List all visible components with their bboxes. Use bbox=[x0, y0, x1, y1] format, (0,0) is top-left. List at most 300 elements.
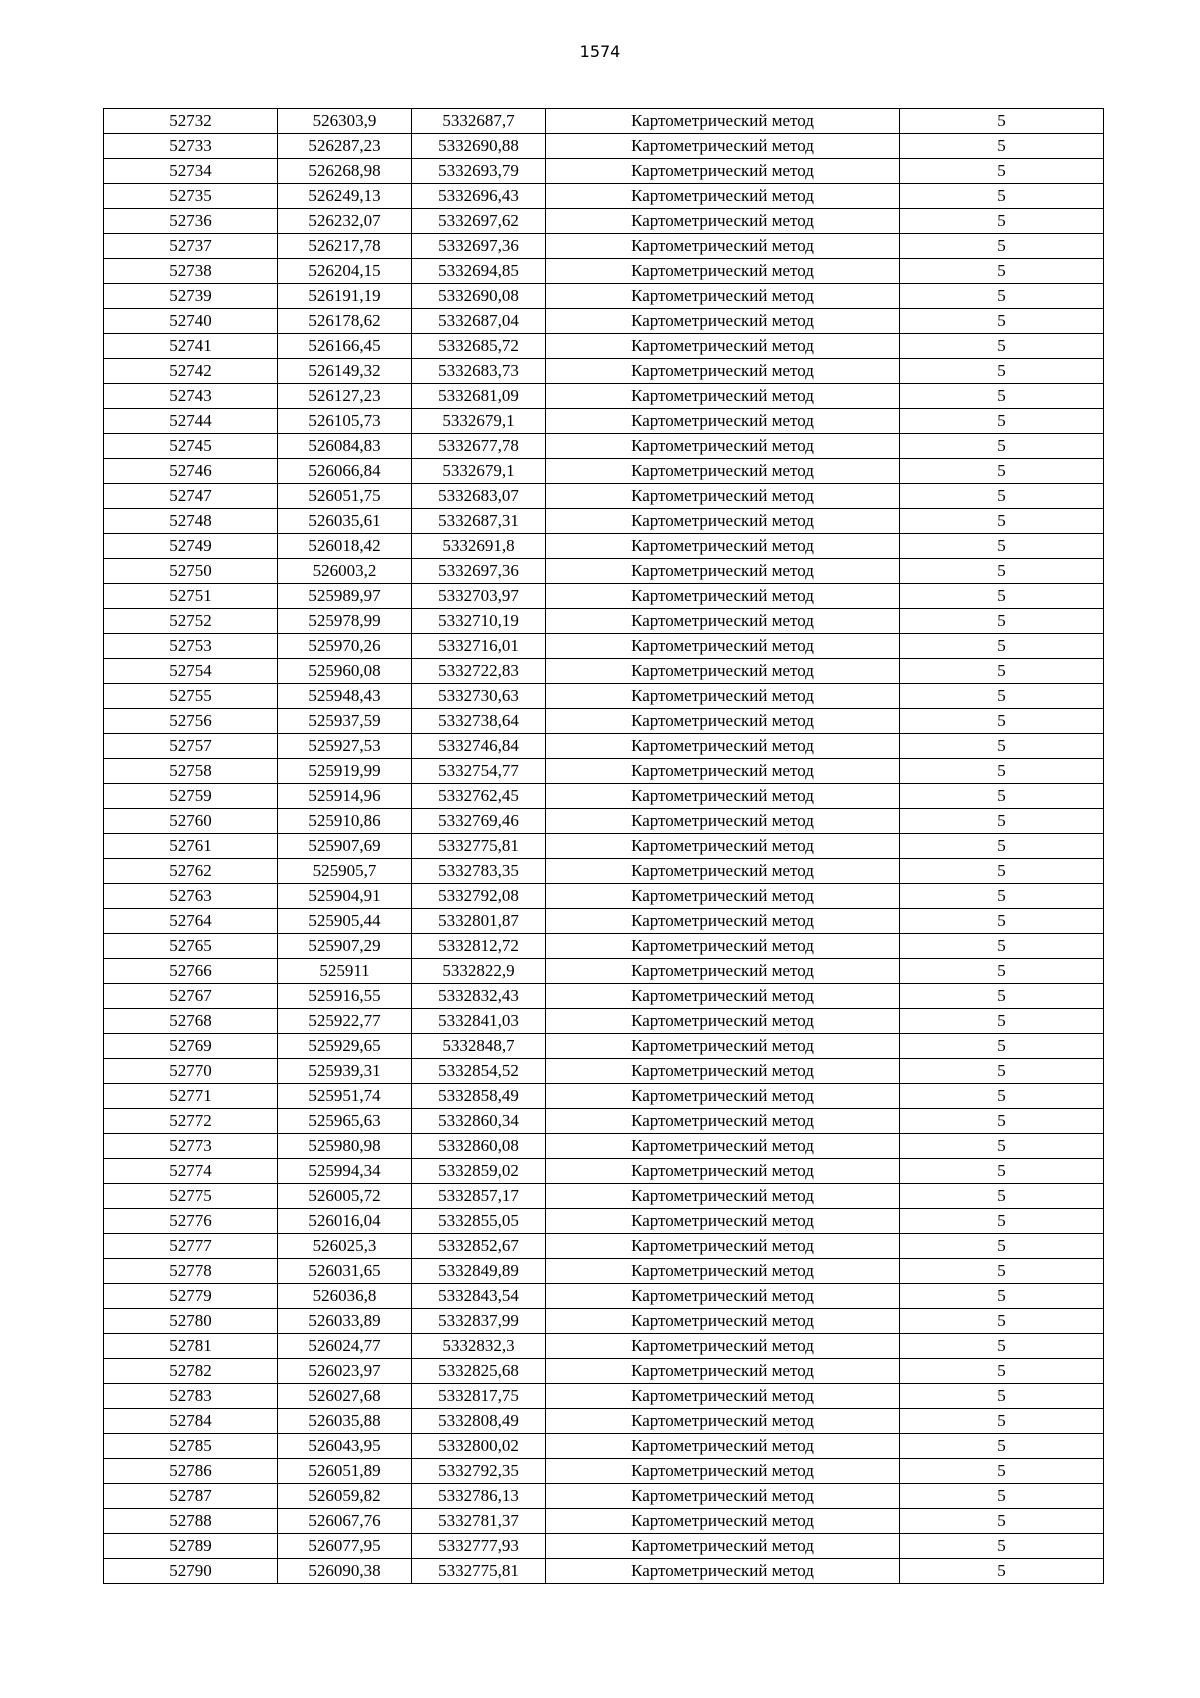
y-coordinate-cell: 5332762,45 bbox=[412, 784, 546, 809]
y-coordinate-cell: 5332697,62 bbox=[412, 209, 546, 234]
y-coordinate-cell: 5332859,02 bbox=[412, 1159, 546, 1184]
point-number-cell: 52747 bbox=[104, 484, 278, 509]
table-row bbox=[104, 359, 1104, 384]
y-coordinate-cell: 5332694,85 bbox=[412, 259, 546, 284]
accuracy-cell: 5 bbox=[900, 1134, 1104, 1159]
x-coordinate-cell: 526166,45 bbox=[278, 334, 412, 359]
table-row bbox=[104, 609, 1104, 634]
accuracy-cell: 5 bbox=[900, 1559, 1104, 1584]
accuracy-cell: 5 bbox=[900, 1234, 1104, 1259]
accuracy-cell: 5 bbox=[900, 1084, 1104, 1109]
method-cell: Картометрический метод bbox=[546, 659, 900, 684]
point-number-cell: 52735 bbox=[104, 184, 278, 209]
x-coordinate-cell: 526036,8 bbox=[278, 1284, 412, 1309]
method-cell: Картометрический метод bbox=[546, 809, 900, 834]
point-number-cell: 52771 bbox=[104, 1084, 278, 1109]
table-row bbox=[104, 1434, 1104, 1459]
x-coordinate-cell: 526287,23 bbox=[278, 134, 412, 159]
x-coordinate-cell: 526084,83 bbox=[278, 434, 412, 459]
table-row bbox=[104, 234, 1104, 259]
point-number-cell: 52733 bbox=[104, 134, 278, 159]
method-cell: Картометрический метод bbox=[546, 1184, 900, 1209]
method-cell: Картометрический метод bbox=[546, 1484, 900, 1509]
x-coordinate-cell: 526035,61 bbox=[278, 509, 412, 534]
table-row bbox=[104, 1159, 1104, 1184]
point-number-cell: 52783 bbox=[104, 1384, 278, 1409]
point-number-cell: 52768 bbox=[104, 1009, 278, 1034]
y-coordinate-cell: 5332775,81 bbox=[412, 1559, 546, 1584]
point-number-cell: 52757 bbox=[104, 734, 278, 759]
y-coordinate-cell: 5332855,05 bbox=[412, 1209, 546, 1234]
x-coordinate-cell: 525905,7 bbox=[278, 859, 412, 884]
method-cell: Картометрический метод bbox=[546, 184, 900, 209]
table-row bbox=[104, 684, 1104, 709]
y-coordinate-cell: 5332852,67 bbox=[412, 1234, 546, 1259]
table-row bbox=[104, 434, 1104, 459]
table-row bbox=[104, 1184, 1104, 1209]
point-number-cell: 52777 bbox=[104, 1234, 278, 1259]
method-cell: Картометрический метод bbox=[546, 159, 900, 184]
y-coordinate-cell: 5332837,99 bbox=[412, 1309, 546, 1334]
y-coordinate-cell: 5332677,78 bbox=[412, 434, 546, 459]
point-number-cell: 52737 bbox=[104, 234, 278, 259]
point-number-cell: 52740 bbox=[104, 309, 278, 334]
x-coordinate-cell: 526035,88 bbox=[278, 1409, 412, 1434]
x-coordinate-cell: 525960,08 bbox=[278, 659, 412, 684]
method-cell: Картометрический метод bbox=[546, 384, 900, 409]
point-number-cell: 52766 bbox=[104, 959, 278, 984]
accuracy-cell: 5 bbox=[900, 284, 1104, 309]
accuracy-cell: 5 bbox=[900, 1259, 1104, 1284]
accuracy-cell: 5 bbox=[900, 634, 1104, 659]
method-cell: Картометрический метод bbox=[546, 559, 900, 584]
table-row bbox=[104, 1134, 1104, 1159]
accuracy-cell: 5 bbox=[900, 1059, 1104, 1084]
method-cell: Картометрический метод bbox=[546, 334, 900, 359]
method-cell: Картометрический метод bbox=[546, 1284, 900, 1309]
method-cell: Картометрический метод bbox=[546, 134, 900, 159]
y-coordinate-cell: 5332775,81 bbox=[412, 834, 546, 859]
point-number-cell: 52786 bbox=[104, 1459, 278, 1484]
point-number-cell: 52789 bbox=[104, 1534, 278, 1559]
y-coordinate-cell: 5332858,49 bbox=[412, 1084, 546, 1109]
table-row bbox=[104, 1484, 1104, 1509]
x-coordinate-cell: 525907,69 bbox=[278, 834, 412, 859]
y-coordinate-cell: 5332849,89 bbox=[412, 1259, 546, 1284]
accuracy-cell: 5 bbox=[900, 584, 1104, 609]
point-number-cell: 52762 bbox=[104, 859, 278, 884]
accuracy-cell: 5 bbox=[900, 209, 1104, 234]
point-number-cell: 52751 bbox=[104, 584, 278, 609]
accuracy-cell: 5 bbox=[900, 709, 1104, 734]
table-row bbox=[104, 1509, 1104, 1534]
x-coordinate-cell: 525937,59 bbox=[278, 709, 412, 734]
point-number-cell: 52779 bbox=[104, 1284, 278, 1309]
point-number-cell: 52782 bbox=[104, 1359, 278, 1384]
method-cell: Картометрический метод bbox=[546, 759, 900, 784]
point-number-cell: 52784 bbox=[104, 1409, 278, 1434]
x-coordinate-cell: 526051,89 bbox=[278, 1459, 412, 1484]
method-cell: Картометрический метод bbox=[546, 1459, 900, 1484]
point-number-cell: 52764 bbox=[104, 909, 278, 934]
method-cell: Картометрический метод bbox=[546, 984, 900, 1009]
accuracy-cell: 5 bbox=[900, 434, 1104, 459]
table-row bbox=[104, 484, 1104, 509]
accuracy-cell: 5 bbox=[900, 1159, 1104, 1184]
method-cell: Картометрический метод bbox=[546, 1134, 900, 1159]
point-number-cell: 52774 bbox=[104, 1159, 278, 1184]
point-number-cell: 52750 bbox=[104, 559, 278, 584]
x-coordinate-cell: 525994,34 bbox=[278, 1159, 412, 1184]
x-coordinate-cell: 525911 bbox=[278, 959, 412, 984]
y-coordinate-cell: 5332786,13 bbox=[412, 1484, 546, 1509]
table-row bbox=[104, 634, 1104, 659]
point-number-cell: 52754 bbox=[104, 659, 278, 684]
method-cell: Картометрический метод bbox=[546, 209, 900, 234]
y-coordinate-cell: 5332685,72 bbox=[412, 334, 546, 359]
x-coordinate-cell: 526059,82 bbox=[278, 1484, 412, 1509]
accuracy-cell: 5 bbox=[900, 734, 1104, 759]
accuracy-cell: 5 bbox=[900, 859, 1104, 884]
method-cell: Картометрический метод bbox=[546, 459, 900, 484]
y-coordinate-cell: 5332841,03 bbox=[412, 1009, 546, 1034]
accuracy-cell: 5 bbox=[900, 659, 1104, 684]
accuracy-cell: 5 bbox=[900, 184, 1104, 209]
point-number-cell: 52770 bbox=[104, 1059, 278, 1084]
accuracy-cell: 5 bbox=[900, 534, 1104, 559]
accuracy-cell: 5 bbox=[900, 1359, 1104, 1384]
method-cell: Картометрический метод bbox=[546, 1384, 900, 1409]
x-coordinate-cell: 525929,65 bbox=[278, 1034, 412, 1059]
method-cell: Картометрический метод bbox=[546, 1084, 900, 1109]
x-coordinate-cell: 526023,97 bbox=[278, 1359, 412, 1384]
x-coordinate-cell: 526303,9 bbox=[278, 109, 412, 134]
y-coordinate-cell: 5332683,73 bbox=[412, 359, 546, 384]
method-cell: Картометрический метод bbox=[546, 434, 900, 459]
x-coordinate-cell: 525907,29 bbox=[278, 934, 412, 959]
table-row bbox=[104, 534, 1104, 559]
method-cell: Картометрический метод bbox=[546, 1059, 900, 1084]
method-cell: Картометрический метод bbox=[546, 1234, 900, 1259]
table-row bbox=[104, 1359, 1104, 1384]
accuracy-cell: 5 bbox=[900, 784, 1104, 809]
y-coordinate-cell: 5332792,35 bbox=[412, 1459, 546, 1484]
accuracy-cell: 5 bbox=[900, 1034, 1104, 1059]
accuracy-cell: 5 bbox=[900, 259, 1104, 284]
y-coordinate-cell: 5332716,01 bbox=[412, 634, 546, 659]
point-number-cell: 52763 bbox=[104, 884, 278, 909]
accuracy-cell: 5 bbox=[900, 834, 1104, 859]
y-coordinate-cell: 5332697,36 bbox=[412, 234, 546, 259]
method-cell: Картометрический метод bbox=[546, 1034, 900, 1059]
method-cell: Картометрический метод bbox=[546, 1009, 900, 1034]
y-coordinate-cell: 5332860,08 bbox=[412, 1134, 546, 1159]
method-cell: Картометрический метод bbox=[546, 1209, 900, 1234]
y-coordinate-cell: 5332860,34 bbox=[412, 1109, 546, 1134]
table-row bbox=[104, 984, 1104, 1009]
y-coordinate-cell: 5332703,97 bbox=[412, 584, 546, 609]
x-coordinate-cell: 526027,68 bbox=[278, 1384, 412, 1409]
x-coordinate-cell: 526191,19 bbox=[278, 284, 412, 309]
method-cell: Картометрический метод bbox=[546, 959, 900, 984]
point-number-cell: 52776 bbox=[104, 1209, 278, 1234]
x-coordinate-cell: 526043,95 bbox=[278, 1434, 412, 1459]
x-coordinate-cell: 526077,95 bbox=[278, 1534, 412, 1559]
x-coordinate-cell: 526067,76 bbox=[278, 1509, 412, 1534]
x-coordinate-cell: 526149,32 bbox=[278, 359, 412, 384]
x-coordinate-cell: 526249,13 bbox=[278, 184, 412, 209]
y-coordinate-cell: 5332781,37 bbox=[412, 1509, 546, 1534]
table-row bbox=[104, 659, 1104, 684]
y-coordinate-cell: 5332696,43 bbox=[412, 184, 546, 209]
point-number-cell: 52739 bbox=[104, 284, 278, 309]
y-coordinate-cell: 5332769,46 bbox=[412, 809, 546, 834]
table-row bbox=[104, 759, 1104, 784]
y-coordinate-cell: 5332854,52 bbox=[412, 1059, 546, 1084]
y-coordinate-cell: 5332808,49 bbox=[412, 1409, 546, 1434]
y-coordinate-cell: 5332843,54 bbox=[412, 1284, 546, 1309]
point-number-cell: 52749 bbox=[104, 534, 278, 559]
point-number-cell: 52781 bbox=[104, 1334, 278, 1359]
x-coordinate-cell: 526005,72 bbox=[278, 1184, 412, 1209]
table-row bbox=[104, 1384, 1104, 1409]
x-coordinate-cell: 525927,53 bbox=[278, 734, 412, 759]
accuracy-cell: 5 bbox=[900, 934, 1104, 959]
x-coordinate-cell: 526204,15 bbox=[278, 259, 412, 284]
table-row bbox=[104, 1534, 1104, 1559]
accuracy-cell: 5 bbox=[900, 1184, 1104, 1209]
point-number-cell: 52748 bbox=[104, 509, 278, 534]
y-coordinate-cell: 5332693,79 bbox=[412, 159, 546, 184]
point-number-cell: 52758 bbox=[104, 759, 278, 784]
point-number-cell: 52785 bbox=[104, 1434, 278, 1459]
accuracy-cell: 5 bbox=[900, 1384, 1104, 1409]
table-body bbox=[104, 109, 1104, 1584]
y-coordinate-cell: 5332690,08 bbox=[412, 284, 546, 309]
method-cell: Картометрический метод bbox=[546, 109, 900, 134]
point-number-cell: 52765 bbox=[104, 934, 278, 959]
method-cell: Картометрический метод bbox=[546, 409, 900, 434]
point-number-cell: 52759 bbox=[104, 784, 278, 809]
point-number-cell: 52780 bbox=[104, 1309, 278, 1334]
accuracy-cell: 5 bbox=[900, 759, 1104, 784]
method-cell: Картометрический метод bbox=[546, 1534, 900, 1559]
x-coordinate-cell: 525980,98 bbox=[278, 1134, 412, 1159]
x-coordinate-cell: 526178,62 bbox=[278, 309, 412, 334]
point-number-cell: 52775 bbox=[104, 1184, 278, 1209]
accuracy-cell: 5 bbox=[900, 1309, 1104, 1334]
point-number-cell: 52752 bbox=[104, 609, 278, 634]
table-row bbox=[104, 834, 1104, 859]
table-row bbox=[104, 1334, 1104, 1359]
method-cell: Картометрический метод bbox=[546, 309, 900, 334]
table-row bbox=[104, 384, 1104, 409]
method-cell: Картометрический метод bbox=[546, 1559, 900, 1584]
point-number-cell: 52736 bbox=[104, 209, 278, 234]
accuracy-cell: 5 bbox=[900, 509, 1104, 534]
x-coordinate-cell: 526016,04 bbox=[278, 1209, 412, 1234]
x-coordinate-cell: 526268,98 bbox=[278, 159, 412, 184]
x-coordinate-cell: 525939,31 bbox=[278, 1059, 412, 1084]
table-row bbox=[104, 859, 1104, 884]
y-coordinate-cell: 5332697,36 bbox=[412, 559, 546, 584]
x-coordinate-cell: 525919,99 bbox=[278, 759, 412, 784]
x-coordinate-cell: 526025,3 bbox=[278, 1234, 412, 1259]
method-cell: Картометрический метод bbox=[546, 584, 900, 609]
method-cell: Картометрический метод bbox=[546, 609, 900, 634]
x-coordinate-cell: 526232,07 bbox=[278, 209, 412, 234]
table-row bbox=[104, 259, 1104, 284]
accuracy-cell: 5 bbox=[900, 1284, 1104, 1309]
x-coordinate-cell: 525948,43 bbox=[278, 684, 412, 709]
x-coordinate-cell: 526105,73 bbox=[278, 409, 412, 434]
method-cell: Картометрический метод bbox=[546, 359, 900, 384]
point-number-cell: 52734 bbox=[104, 159, 278, 184]
table-row bbox=[104, 959, 1104, 984]
method-cell: Картометрический метод bbox=[546, 784, 900, 809]
point-number-cell: 52755 bbox=[104, 684, 278, 709]
x-coordinate-cell: 525965,63 bbox=[278, 1109, 412, 1134]
accuracy-cell: 5 bbox=[900, 1334, 1104, 1359]
method-cell: Картометрический метод bbox=[546, 1334, 900, 1359]
x-coordinate-cell: 525904,91 bbox=[278, 884, 412, 909]
accuracy-cell: 5 bbox=[900, 884, 1104, 909]
table-row bbox=[104, 184, 1104, 209]
table-row bbox=[104, 334, 1104, 359]
table-row bbox=[104, 1109, 1104, 1134]
point-number-cell: 52778 bbox=[104, 1259, 278, 1284]
point-number-cell: 52742 bbox=[104, 359, 278, 384]
method-cell: Картометрический метод bbox=[546, 859, 900, 884]
accuracy-cell: 5 bbox=[900, 1209, 1104, 1234]
y-coordinate-cell: 5332710,19 bbox=[412, 609, 546, 634]
y-coordinate-cell: 5332691,8 bbox=[412, 534, 546, 559]
y-coordinate-cell: 5332687,31 bbox=[412, 509, 546, 534]
x-coordinate-cell: 526217,78 bbox=[278, 234, 412, 259]
accuracy-cell: 5 bbox=[900, 984, 1104, 1009]
accuracy-cell: 5 bbox=[900, 109, 1104, 134]
x-coordinate-cell: 525914,96 bbox=[278, 784, 412, 809]
method-cell: Картометрический метод bbox=[546, 684, 900, 709]
y-coordinate-cell: 5332683,07 bbox=[412, 484, 546, 509]
point-number-cell: 52744 bbox=[104, 409, 278, 434]
x-coordinate-cell: 526066,84 bbox=[278, 459, 412, 484]
accuracy-cell: 5 bbox=[900, 1409, 1104, 1434]
accuracy-cell: 5 bbox=[900, 959, 1104, 984]
y-coordinate-cell: 5332730,63 bbox=[412, 684, 546, 709]
y-coordinate-cell: 5332722,83 bbox=[412, 659, 546, 684]
method-cell: Картометрический метод bbox=[546, 284, 900, 309]
point-number-cell: 52769 bbox=[104, 1034, 278, 1059]
method-cell: Картометрический метод bbox=[546, 934, 900, 959]
x-coordinate-cell: 526024,77 bbox=[278, 1334, 412, 1359]
accuracy-cell: 5 bbox=[900, 459, 1104, 484]
point-number-cell: 52761 bbox=[104, 834, 278, 859]
y-coordinate-cell: 5332801,87 bbox=[412, 909, 546, 934]
accuracy-cell: 5 bbox=[900, 309, 1104, 334]
y-coordinate-cell: 5332746,84 bbox=[412, 734, 546, 759]
table-row bbox=[104, 134, 1104, 159]
x-coordinate-cell: 526031,65 bbox=[278, 1259, 412, 1284]
method-cell: Картометрический метод bbox=[546, 509, 900, 534]
table-row bbox=[104, 909, 1104, 934]
y-coordinate-cell: 5332783,35 bbox=[412, 859, 546, 884]
accuracy-cell: 5 bbox=[900, 359, 1104, 384]
y-coordinate-cell: 5332848,7 bbox=[412, 1034, 546, 1059]
table-row bbox=[104, 584, 1104, 609]
table-row bbox=[104, 809, 1104, 834]
accuracy-cell: 5 bbox=[900, 134, 1104, 159]
y-coordinate-cell: 5332754,77 bbox=[412, 759, 546, 784]
method-cell: Картометрический метод bbox=[546, 1409, 900, 1434]
x-coordinate-cell: 526127,23 bbox=[278, 384, 412, 409]
table-row bbox=[104, 709, 1104, 734]
y-coordinate-cell: 5332687,04 bbox=[412, 309, 546, 334]
y-coordinate-cell: 5332817,75 bbox=[412, 1384, 546, 1409]
x-coordinate-cell: 525978,99 bbox=[278, 609, 412, 634]
y-coordinate-cell: 5332738,64 bbox=[412, 709, 546, 734]
method-cell: Картометрический метод bbox=[546, 259, 900, 284]
y-coordinate-cell: 5332825,68 bbox=[412, 1359, 546, 1384]
y-coordinate-cell: 5332857,17 bbox=[412, 1184, 546, 1209]
method-cell: Картометрический метод bbox=[546, 884, 900, 909]
point-number-cell: 52746 bbox=[104, 459, 278, 484]
table-row bbox=[104, 1234, 1104, 1259]
y-coordinate-cell: 5332832,43 bbox=[412, 984, 546, 1009]
method-cell: Картометрический метод bbox=[546, 909, 900, 934]
table-row bbox=[104, 1034, 1104, 1059]
accuracy-cell: 5 bbox=[900, 1459, 1104, 1484]
point-number-cell: 52738 bbox=[104, 259, 278, 284]
x-coordinate-cell: 526090,38 bbox=[278, 1559, 412, 1584]
x-coordinate-cell: 525970,26 bbox=[278, 634, 412, 659]
method-cell: Картометрический метод bbox=[546, 1259, 900, 1284]
method-cell: Картометрический метод bbox=[546, 484, 900, 509]
accuracy-cell: 5 bbox=[900, 159, 1104, 184]
method-cell: Картометрический метод bbox=[546, 1434, 900, 1459]
accuracy-cell: 5 bbox=[900, 1109, 1104, 1134]
table-row bbox=[104, 784, 1104, 809]
x-coordinate-cell: 526051,75 bbox=[278, 484, 412, 509]
table-row bbox=[104, 1259, 1104, 1284]
accuracy-cell: 5 bbox=[900, 684, 1104, 709]
accuracy-cell: 5 bbox=[900, 1509, 1104, 1534]
table-row bbox=[104, 559, 1104, 584]
accuracy-cell: 5 bbox=[900, 909, 1104, 934]
method-cell: Картометрический метод bbox=[546, 234, 900, 259]
x-coordinate-cell: 525916,55 bbox=[278, 984, 412, 1009]
x-coordinate-cell: 525989,97 bbox=[278, 584, 412, 609]
x-coordinate-cell: 526003,2 bbox=[278, 559, 412, 584]
table-row bbox=[104, 409, 1104, 434]
table-row bbox=[104, 309, 1104, 334]
y-coordinate-cell: 5332792,08 bbox=[412, 884, 546, 909]
accuracy-cell: 5 bbox=[900, 809, 1104, 834]
y-coordinate-cell: 5332679,1 bbox=[412, 459, 546, 484]
point-number-cell: 52753 bbox=[104, 634, 278, 659]
table-row bbox=[104, 1409, 1104, 1434]
point-number-cell: 52772 bbox=[104, 1109, 278, 1134]
point-number-cell: 52790 bbox=[104, 1559, 278, 1584]
table-row bbox=[104, 284, 1104, 309]
accuracy-cell: 5 bbox=[900, 384, 1104, 409]
method-cell: Картометрический метод bbox=[546, 709, 900, 734]
y-coordinate-cell: 5332687,7 bbox=[412, 109, 546, 134]
point-number-cell: 52773 bbox=[104, 1134, 278, 1159]
table-row bbox=[104, 884, 1104, 909]
y-coordinate-cell: 5332777,93 bbox=[412, 1534, 546, 1559]
accuracy-cell: 5 bbox=[900, 559, 1104, 584]
